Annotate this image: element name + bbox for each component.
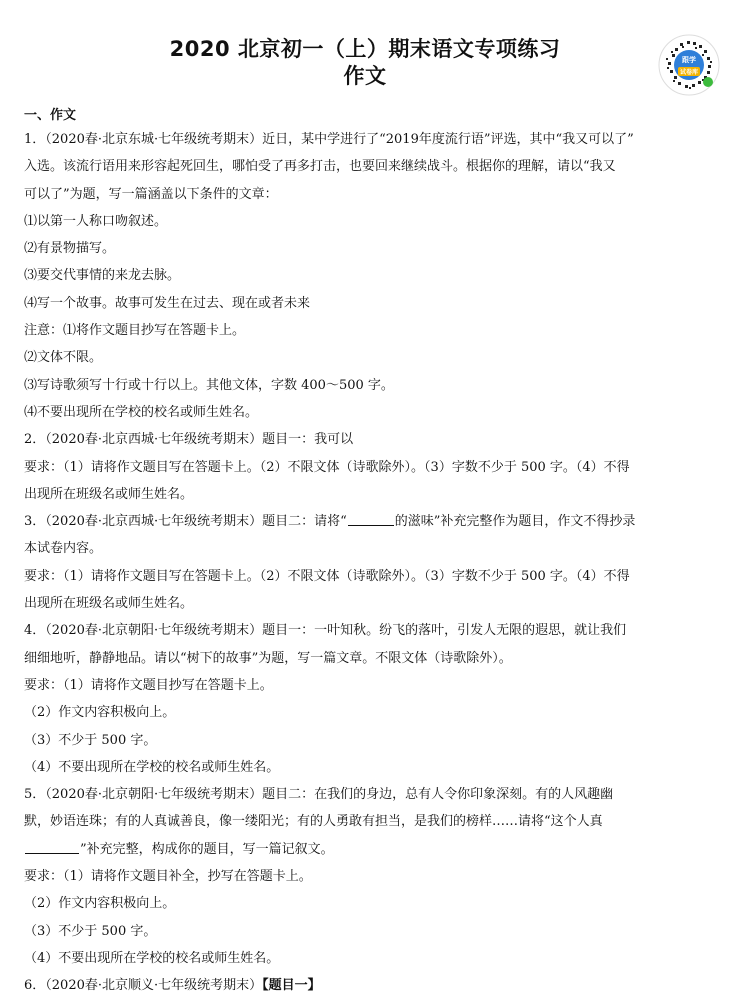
section-heading: 一、作文 [24,108,77,123]
text-line: ⑵文体不限。 [24,350,103,366]
text-line: ⑴以第一人称口吻叙述。 [24,213,168,229]
text-line [24,972,684,999]
text-line: ⑶要交代事情的来龙去脉。 [24,268,181,284]
qr-badge-bottom-text: 试卷库 [679,69,699,76]
text-line-with-blank [24,508,684,535]
text-line: 2．（2020春·北京西城·七年级统考期末）题目一：我可以 [24,432,354,448]
text-line: 出现所在班级名或师生姓名。 [24,486,194,502]
document-title: 2020 北京初一（上）期末语文专项练习 [169,37,561,61]
text-line: 出现所在班级名或师生姓名。 [24,596,194,612]
qr-code-badge[interactable] [658,34,720,96]
fill-in-blank [25,840,79,854]
text-line: （2）作文内容积极向上。 [24,705,176,721]
text-line: 细细地听，静静地品。请以“树下的故事”为题，写一篇文章。不限文体（诗歌除外）。 [24,650,512,666]
fill-in-blank [348,512,394,526]
text-line: 默，妙语连珠；有的人真诚善良，像一缕阳光；有的人勇敢有担当，是我们的榜样……请将“这个人真 [24,814,603,830]
text-line: ⑷不要出现所在学校的校名或师生姓名。 [24,404,259,420]
text-line: 要求：（1）请将作文题目写在答题卡上。（2）不限文体（诗歌除外）。（3）字数不少于 500 字。（4）不得 [24,459,630,475]
text-line: 本试卷内容。 [24,541,103,557]
qr-badge-top-text: 跟学 [682,56,696,64]
question-bracket-label: 【题目一】 [262,978,321,994]
text-line: （3）不少于 500 字。 [24,732,157,748]
qr-code-icon [658,34,720,96]
text-segment: ”补充完整，构成你的题目，写一篇记叙文。 [80,841,334,857]
text-line: 要求：（1）请将作文题目写在答题卡上。（2）不限文体（诗歌除外）。（3）字数不少于 500 字。（4）不得 [24,568,630,584]
document-body [24,108,684,1000]
text-line: 入选。该流行语用来形容起死回生，哪怕受了再多打击，也要回来继续战斗。根据你的理解，请以“我又 [24,159,616,175]
text-line: ⑵有景物描写。 [24,241,116,257]
text-line: 4．（2020春·北京朝阳·七年级统考期末）题目一：一叶知秋。纷飞的落叶，引发人无限的遐思，就让我们 [24,623,627,639]
text-line: （2）作文内容积极向上。 [24,896,176,912]
text-line: 要求：（1）请将作文题目补全，抄写在答题卡上。 [24,869,312,885]
text-line: ⑷写一个故事。故事可发生在过去、现在或者未来 [24,295,311,311]
document-subtitle: 作文 [343,64,387,88]
text-segment: 6．（2020春·北京顺义·七年级统考期末） [24,978,263,994]
text-line: 1．（2020春·北京东城·七年级统考期末）近日，某中学进行了“2019年度流行语”评选，其中“我又可以了” [24,132,634,147]
text-line: （4）不要出现所在学校的校名或师生姓名。 [24,759,280,775]
text-line: 注意：⑴将作文题目抄写在答题卡上。 [24,323,246,339]
text-line: 可以了”为题，写一篇涵盖以下条件的文章： [24,186,278,202]
text-line: （3）不少于 500 字。 [24,923,157,939]
text-segment: 3．（2020春·北京西城·七年级统考期末）题目二：请将“ [24,514,347,530]
text-line: （4）不要出现所在学校的校名或师生姓名。 [24,950,280,966]
text-line: 5．（2020春·北京朝阳·七年级统考期末）题目二：在我们的身边，总有人令你印象深刻。有的人风趣幽 [24,787,614,803]
text-segment: 的滋味”补充完整作为题目，作文不得抄录 [394,514,636,530]
document-header [0,36,730,90]
text-line: ⑶写诗歌须写十行或十行以上。其他文体，字数 400～500 字。 [24,377,394,393]
text-line-with-blank [24,836,684,863]
text-line: 要求：（1）请将作文题目抄写在答题卡上。 [24,677,273,693]
